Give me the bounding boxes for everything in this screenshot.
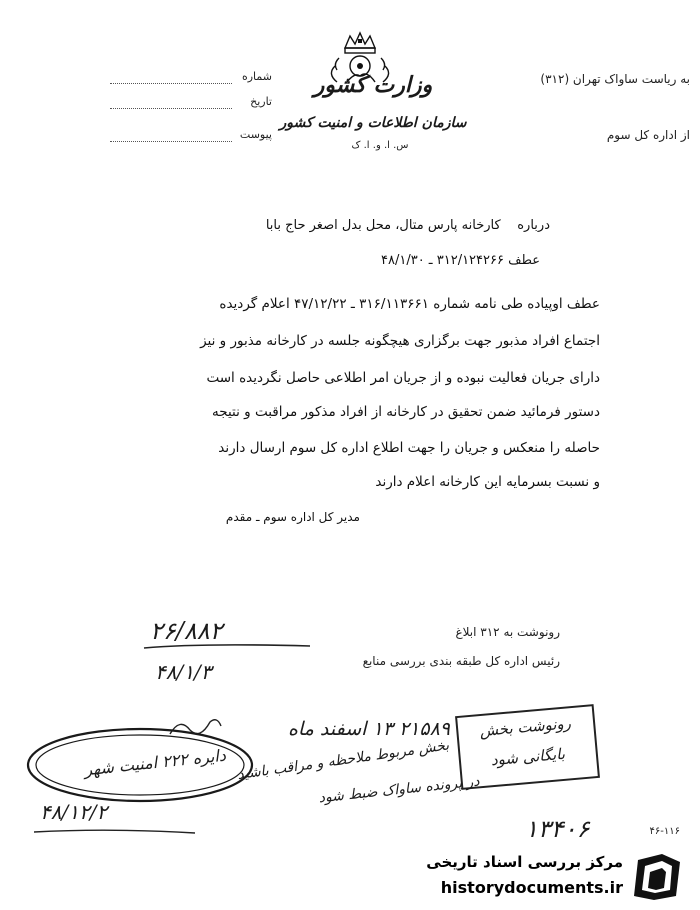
watermark-url[interactable]: historydocuments.ir [440, 878, 623, 897]
bottom-center-note: در پرونده ساواک ضبط شود [317, 773, 481, 807]
ministry-heading: وزارت کشور [313, 72, 433, 98]
subject-line [150, 218, 550, 233]
number-field-line [110, 83, 232, 84]
attachment-field-line [110, 141, 232, 142]
handwritten-file-number-2: ۴۸/۱/۳ [155, 660, 212, 684]
body-line-2: اجتماع افراد مذبور جهت برگزاری هیچگونه جلسه در کارخانه مذبور و نیز [200, 333, 600, 349]
number-label: شماره [241, 70, 272, 83]
date-field-line [110, 108, 232, 109]
handwritten-serial-line: ۲۱۵۸۹ ۱۳ اسفند ماه [287, 718, 450, 740]
recipient-line-2: از اداره کل سوم [606, 128, 690, 142]
subject-text: کارخانه پارس متال، محل بدل اصغر حاج بابا [265, 218, 501, 233]
bottom-left-number: ۴۸/۱۲/۲ [40, 800, 108, 824]
body-line-6: و نسبت بسرمایه این کارخانه اعلام دارند [375, 474, 600, 490]
file-number-underline [140, 640, 315, 654]
bottom-right-number: ۱۳۴۰۶ [525, 815, 590, 843]
body-line-5: حاصله را منعکس و جریان را جهت اطلاع اداره کل سوم ارسال دارند [218, 440, 600, 456]
date-label: تاریخ [250, 95, 272, 108]
signature-line: مدیر کل اداره سوم ـ مقدم [225, 510, 360, 524]
bottom-left-underline [30, 826, 200, 838]
agency-subtitle: س. ا. و. ا. ک [351, 140, 409, 151]
body-line-4: دستور فرمائید ضمن تحقیق در کارخانه از افراد مذکور مراقبت و نتیجه [212, 404, 600, 420]
oval-seal-text: دایره ۲۲۲ امنیت شهر [83, 745, 227, 780]
agency-heading: سازمان اطلاعات و امنیت کشور [279, 115, 467, 131]
stamp-text-1: رونوشت بخش [478, 714, 572, 741]
body-line-3: دارای جریان فعالیت نبوده و از جریان امر اطلاعی حاصل نگردیده است [206, 370, 600, 386]
page-number: ۴۶-۱۱۶ [649, 826, 680, 837]
lower-right-line-2: رئیس اداره کل طبقه بندی بررسی منابع [362, 654, 560, 668]
watermark-title: مرکز بررسی اسناد تاریخی [426, 853, 623, 871]
center-scribble: بخش مربوط ملاحظه و مراقب باشید [236, 737, 451, 784]
attachment-label: پیوست [239, 128, 272, 141]
history-documents-logo-icon [628, 848, 690, 904]
handwritten-file-number: ۲۶/۸۸۲ [150, 617, 223, 645]
recipient-line-1: به ریاست ساواک تهران (۳۱۲) [540, 72, 690, 86]
subject-label: درباره [517, 218, 550, 233]
subject-reference: عطف ۳۱۲/۱۲۴۲۶۶ ـ ۴۸/۱/۳۰ [381, 253, 540, 268]
lower-right-line-1: رونوشت به ۳۱۲ ابلاغ [455, 625, 560, 639]
stamp-text-2: بایگانی شود [490, 744, 566, 770]
body-line-1: عطف اوپیاده طی نامه شماره ۳۱۶/۱۱۳۶۶۱ ـ ۴۷/۱۲/۲۲ اعلام گردیده [219, 296, 600, 312]
